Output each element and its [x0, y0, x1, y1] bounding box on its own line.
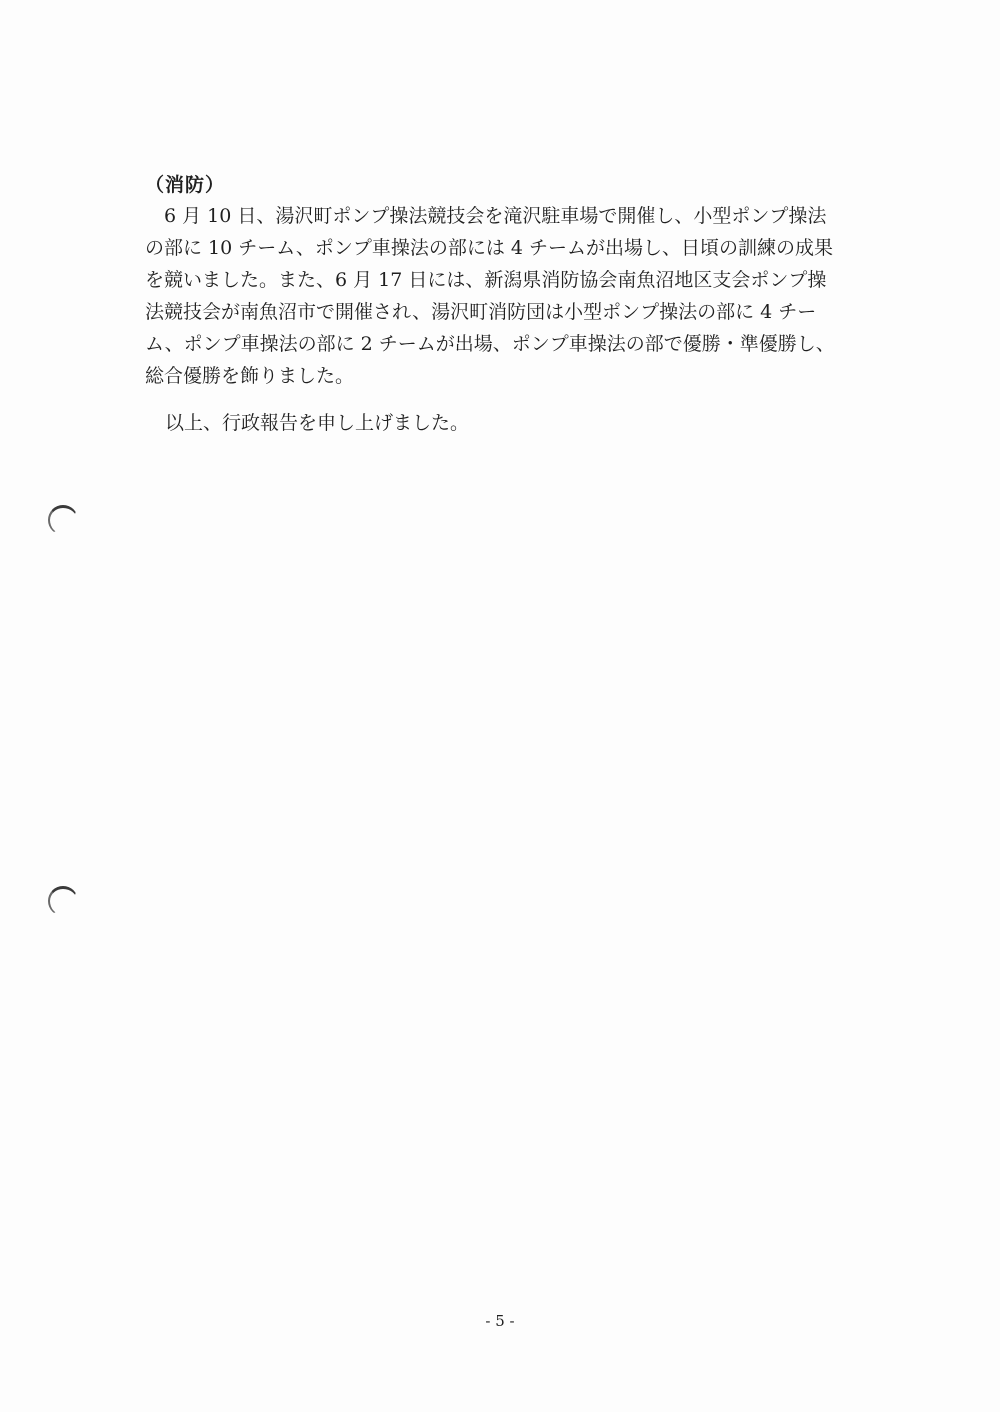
punch-hole-mark	[48, 505, 78, 535]
closing-statement: 以上、行政報告を申し上げました。	[165, 412, 470, 434]
paragraph-line: 6 月 10 日、湯沢町ポンプ操法競技会を滝沢駐車場で開催し、小型ポンプ操法	[145, 205, 827, 227]
paragraph-line: を競いました。また、6 月 17 日には、新潟県消防協会南魚沼地区支会ポンプ操	[145, 269, 827, 291]
punch-hole-mark	[48, 886, 78, 916]
paragraph-line: 総合優勝を飾りました。	[145, 365, 355, 387]
paragraph-line: ム、ポンプ車操法の部に 2 チームが出場、ポンプ車操法の部で優勝・準優勝し、	[145, 333, 835, 355]
page-number: - 5 -	[485, 1312, 515, 1330]
paragraph-line: の部に 10 チーム、ポンプ車操法の部には 4 チームが出場し、日頃の訓練の成果	[145, 237, 833, 259]
body-paragraph	[145, 200, 870, 392]
section-title: （消防）	[145, 174, 226, 196]
paragraph-line: 法競技会が南魚沼市で開催され、湯沢町消防団は小型ポンプ操法の部に 4 チー	[145, 301, 817, 323]
